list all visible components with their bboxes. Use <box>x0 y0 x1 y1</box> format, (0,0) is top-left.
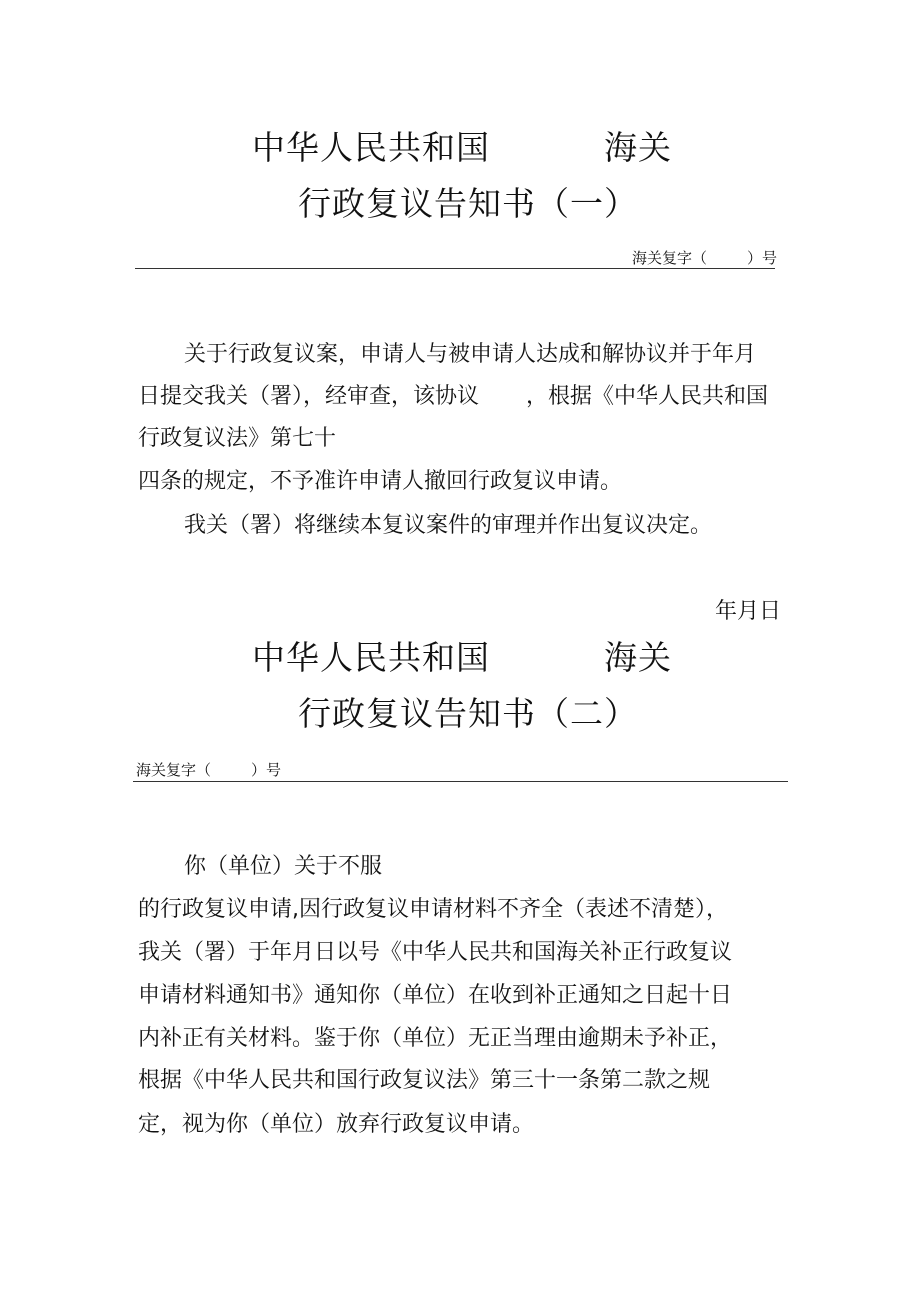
notice-two-divider <box>133 781 788 782</box>
notice-one-paragraph-line: 我关（署）将继续本复议案件的审理并作出复议决定。 <box>184 513 713 538</box>
notice-one-paragraph-line: 关于行政复议案，申请人与被申请人达成和解协议并于年月 <box>184 342 757 367</box>
notice-two-paragraph-line: 的行政复议申请,因行政复议申请材料不齐全（表述不清楚）， <box>138 897 728 922</box>
notice-one-title-name: 行政复议告知书（一） <box>298 184 638 223</box>
notice-two-paragraph-line: 申请材料通知书》通知你（单位）在收到补正通知之日起十日 <box>138 983 733 1008</box>
doc-number-suffix: ）号 <box>747 249 778 267</box>
notice-two-paragraph-line: 定，视为你（单位）放弃行政复议申请。 <box>138 1112 535 1137</box>
notice-one-title-country: 中华人民共和国 <box>252 128 490 167</box>
notice-one-paragraph-line: 行政复议法》第七十 <box>138 426 337 451</box>
notice-two-paragraph-line: 内补正有关材料。鉴于你（单位）无正当理由逾期未予补正， <box>138 1026 733 1051</box>
notice-two-paragraph-line: 你（单位）关于不服 <box>184 854 383 879</box>
notice-two-doc-number <box>136 760 281 780</box>
notice-one-divider <box>135 268 775 269</box>
notice-two-title-name: 行政复议告知书（二） <box>298 694 638 733</box>
notice-one-doc-number <box>632 248 777 268</box>
notice-one-title-customs: 海关 <box>604 128 672 167</box>
doc-number-prefix: 海关复字（ <box>632 249 708 267</box>
doc-number-suffix: ）号 <box>251 761 282 779</box>
notice-two-paragraph-line: 我关（署）于年月日以号《中华人民共和国海关补正行政复议 <box>138 940 733 965</box>
notice-one-paragraph-line: ，根据《中华人民共和国 <box>526 384 769 409</box>
notice-two-title-country: 中华人民共和国 <box>252 638 490 677</box>
notice-two-paragraph-line: 根据《中华人民共和国行政复议法》第三十一条第二款之规 <box>138 1068 711 1093</box>
notice-one-date: 年月日 <box>715 599 782 624</box>
notice-one-paragraph-line: 四条的规定，不予准许申请人撤回行政复议申请。 <box>138 469 623 494</box>
doc-number-prefix: 海关复字（ <box>136 761 212 779</box>
notice-one-paragraph-line: 日提交我关（署），经审查，该协议 <box>138 384 480 409</box>
notice-two-title-customs: 海关 <box>604 638 672 677</box>
